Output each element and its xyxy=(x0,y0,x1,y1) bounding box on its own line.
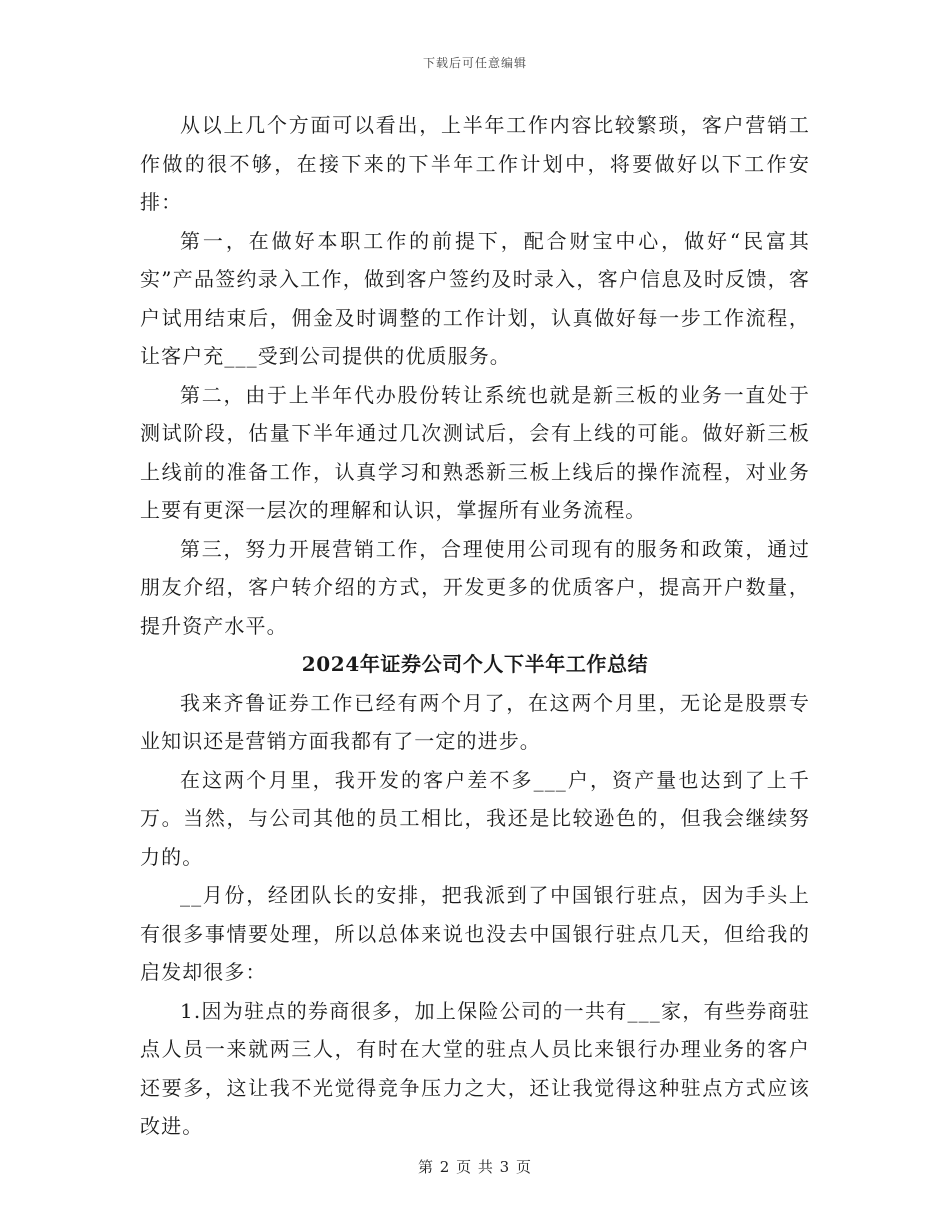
page-header: 下载后可任意编辑 xyxy=(422,56,527,70)
paragraph-assignment: __月份，经团队长的安排，把我派到了中国银行驻点，因为手头上有很多事情要处理，所以总体来说也没去中国银行驻点几天，但给我的启发却很多： xyxy=(140,883,810,984)
paragraph-plan-second: 第二，由于上半年代办股份转让系统也就是新三板的业务一直处于测试阶段，估量下半年通过几次测试后，会有上线的可能。做好新三板上线前的准备工作，认真学习和熟悉新三板上线后的操作流程，对业务上要有更深一层次的理解和认识，掌握所有业务流程。 xyxy=(140,382,810,522)
paragraph-plan-third: 第三，努力开展营销工作，合理使用公司现有的服务和政策，通过朋友介绍，客户转介绍的方式，开发更多的优质客户，提高开户数量，提升资产水平。 xyxy=(140,536,810,638)
page-footer: 第 2 页 共 3 页 xyxy=(418,1158,532,1176)
paragraph-summary: 从以上几个方面可以看出，上半年工作内容比较繁琐，客户营销工作做的很不够，在接下来的下半年工作计划中，将要做好以下工作安排： xyxy=(140,113,810,214)
document-body xyxy=(140,106,810,1146)
paragraph-clients: 在这两个月里，我开发的客户差不多___户，资产量也达到了上千万。当然，与公司其他的员工相比，我还是比较逊色的，但我会继续努力的。 xyxy=(140,767,810,869)
paragraph-plan-first: 第一，在做好本职工作的前提下，配合财宝中心，做好“民富其实”产品签约录入工作，做到客户签约及时录入，客户信息及时反馈，客户试用结束后，佣金及时调整的工作计划，认真做好每一步工作流程，让客户充___受到公司提供的优质服务。 xyxy=(140,228,810,368)
paragraph-intro: 我来齐鲁证券工作已经有两个月了，在这两个月里，无论是股票专业知识还是营销方面我都有了一定的进步。 xyxy=(140,690,810,753)
paragraph-point-1: 1.因为驻点的券商很多，加上保险公司的一共有___家，有些券商驻点人员一来就两三人，有时在大堂的驻点人员比来银行办理业务的客户还要多，这让我不光觉得竞争压力之大，还让我觉得这种驻点方式应该改进。 xyxy=(140,998,810,1138)
section-title: 2024年证券公司个人下半年工作总结 xyxy=(301,652,649,676)
